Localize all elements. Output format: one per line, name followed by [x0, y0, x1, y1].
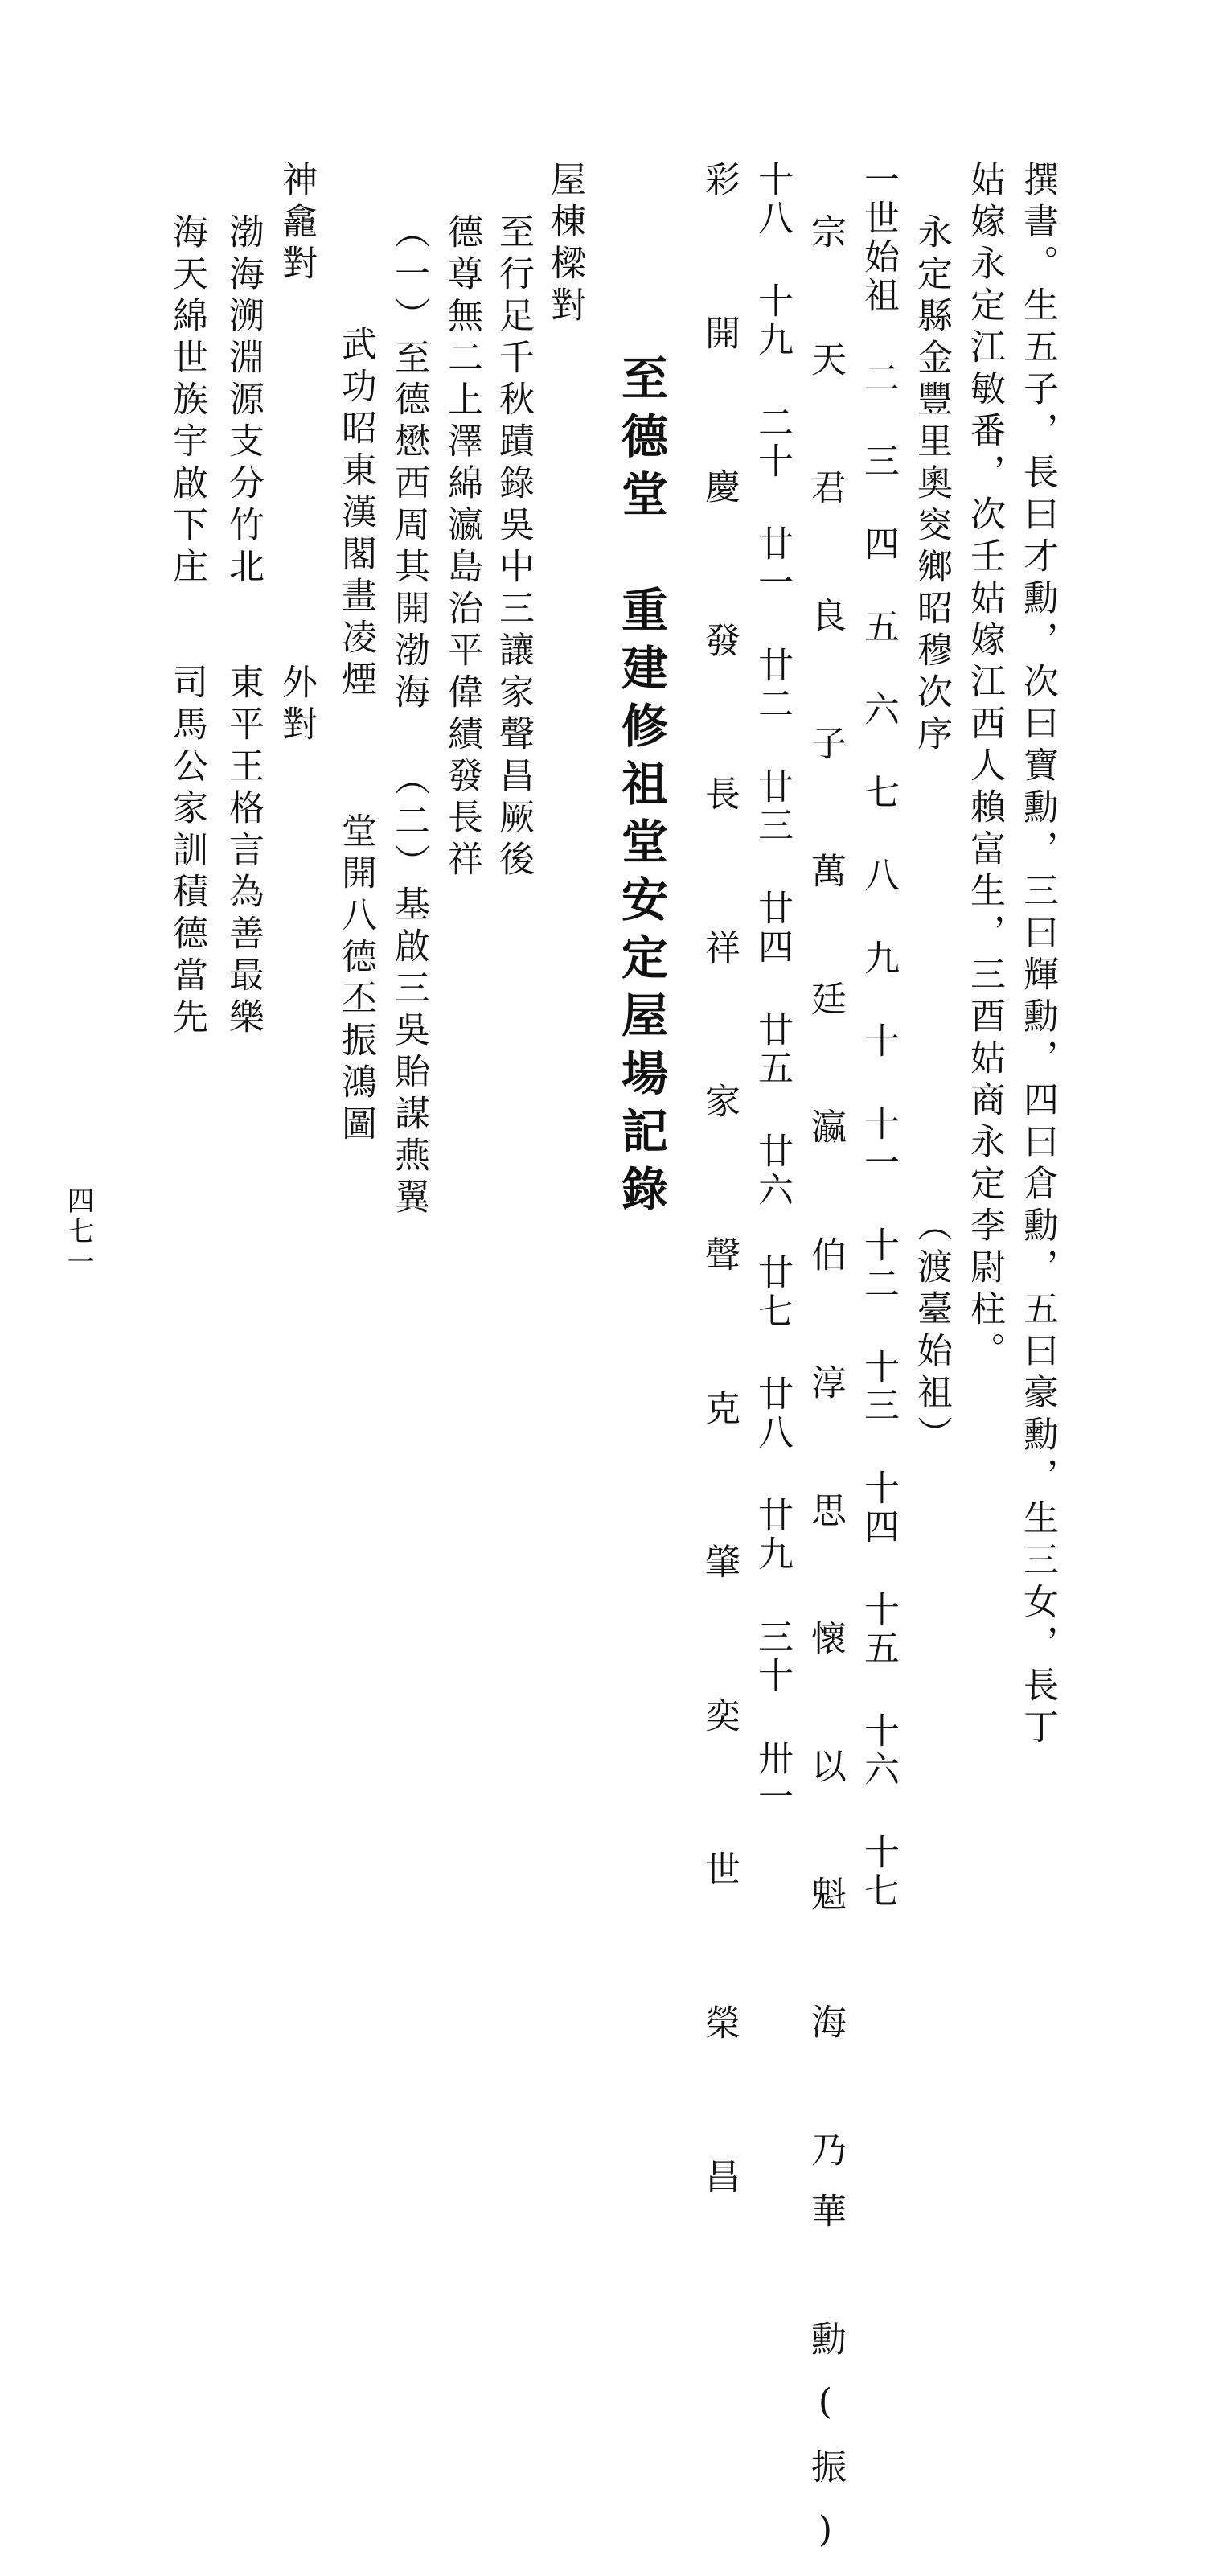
generation-numbers-row-1: 一世始祖 二 三 四 五 六 七 八 九 十 十一 十二 十三 十四 十五 十六 十七 — [858, 161, 899, 1911]
shrine-couplet-line-2: 海天綿世族宇啟下庄 — [166, 213, 207, 590]
intro-line-1: 撰書。生五子，長曰才勳，次曰寶勳，三曰輝勳，四曰倉勳，五曰豪勳，生三女，長丁 — [1017, 161, 1058, 1750]
beam-couplet-line-1: 至行足千秋蹟錄吳中三讓家聲昌厥後 — [493, 213, 534, 882]
couplet-pair-2-second: 堂開八德丕振鴻圖 — [335, 812, 376, 1147]
origin-line: 永定縣金豐里奧窔鄉昭穆次序 — [911, 213, 952, 757]
beam-couplet-line-2: 德尊無二上澤綿瀛島治平偉績發長祥 — [441, 213, 482, 882]
shrine-couplet-line-1: 渤海溯淵源支分竹北 — [223, 213, 264, 590]
intro-line-2: 姑嫁永定江敏番，次壬姑嫁江西人賴富生，三酉姑商永定李尉柱。 — [964, 161, 1005, 1374]
page-title: 至德堂 重建修祖堂安定屋場記錄 — [613, 354, 668, 1222]
outer-couplet-line-1: 東平王格言為善最樂 — [223, 664, 264, 1040]
generation-names-row-1: 宗 天 君 良 子 萬 廷 瀛 伯 淳 思 懷 以 魁 海 乃華 勳(振) — [805, 213, 846, 2576]
couplet-pair-1-second: 武功昭東漢閣畫凌煙 — [335, 326, 376, 702]
outer-couplet-line-2: 司馬公家訓積德當先 — [166, 664, 207, 1040]
origin-note: （渡臺始祖） — [911, 1206, 952, 1457]
shrine-couplet-heading: 神龕對 — [276, 161, 317, 286]
outer-couplet-heading: 外對 — [276, 664, 317, 747]
couplet-pair-2-first: （二）基啟三吳貽謀燕翼 — [388, 760, 429, 1220]
page-number: 四七一 — [62, 1186, 94, 1278]
couplet-pair-1-first: （一）至德懋西周其開渤海 — [388, 213, 429, 715]
beam-couplet-heading: 屋棟樑對 — [544, 161, 585, 328]
generation-names-row-2: 彩 開 慶 發 長 祥 家 聲 克 肇 奕 世 榮 昌 — [699, 161, 740, 2232]
generation-numbers-row-2: 十八 十九 二十 廿一 廿二 廿三 廿四 廿五 廿六 廿七 廿八 廿九 三十 卅一 — [752, 161, 793, 1817]
